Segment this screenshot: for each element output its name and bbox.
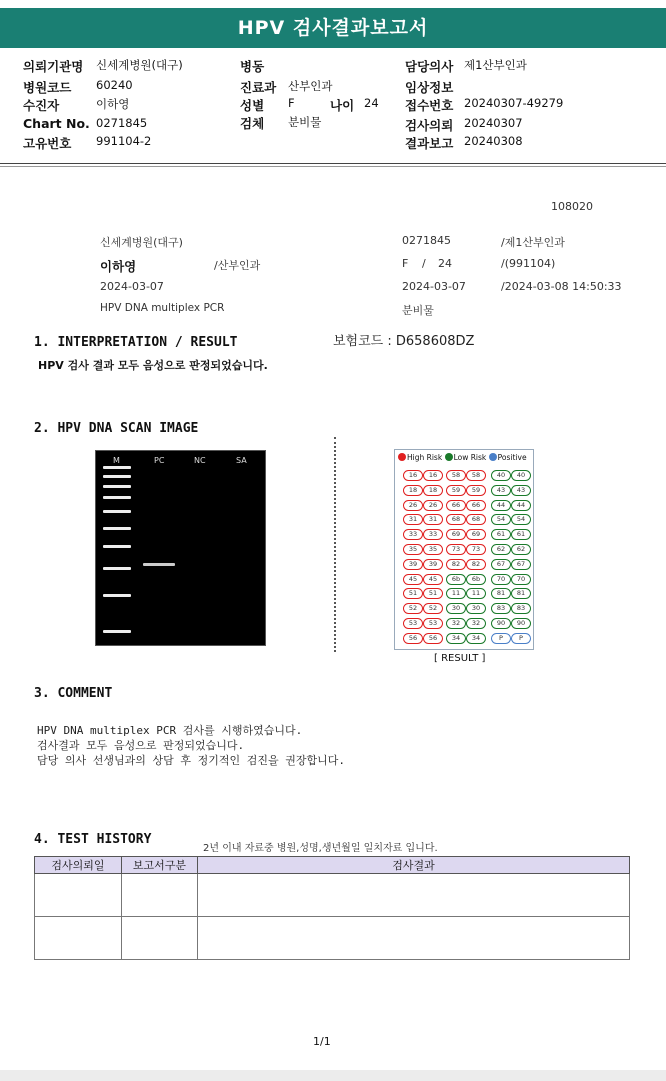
patient-header: 의뢰기관명 신세계병원(대구) 병원코드 60240 수진자 이하영 Chart No. 0271845 고유번호 991104-2 병동 진료과 산부인과 성별 F 나이 24 검체 분비물 담당의사 제1산부인과 임상정보 접수번호 20240307-49279 검사의뢰 20240307 결과보고 20240308 xyxy=(23,58,564,151)
sex: F xyxy=(402,257,409,270)
specimen: 분비물 xyxy=(402,304,434,317)
column-header: 보고서구분 xyxy=(122,857,198,874)
department-code: /제1산부인과 xyxy=(501,236,565,249)
lane-label: PC xyxy=(154,456,165,465)
chip-cell: 61 xyxy=(511,529,531,540)
marker-band xyxy=(103,594,131,597)
chip-cell: 16 xyxy=(423,470,443,481)
chip-cell: 54 xyxy=(491,514,511,525)
chip-cell: 32 xyxy=(446,618,466,629)
history-table xyxy=(34,856,630,960)
section-scan-image-title: 2. HPV DNA SCAN IMAGE xyxy=(34,421,199,436)
separator: / xyxy=(422,257,426,270)
chip-cell: P xyxy=(511,633,531,644)
chip-cell: 40 xyxy=(491,470,511,481)
chip-cell: 34 xyxy=(466,633,486,644)
chip-cell: 33 xyxy=(423,529,443,540)
chip-cell: 54 xyxy=(511,514,531,525)
chip-cell: 44 xyxy=(511,500,531,511)
chip-cell: 58 xyxy=(446,470,466,481)
chip-cell: 39 xyxy=(403,559,423,570)
marker-band xyxy=(103,485,131,488)
marker-band xyxy=(103,496,131,499)
chip-cell: 51 xyxy=(403,588,423,599)
comment-line: 담당 의사 선생님과의 상담 후 정기적인 검진을 권장합니다. xyxy=(37,754,346,767)
chip-cell: 30 xyxy=(466,603,486,614)
chip-cell: 73 xyxy=(466,544,486,555)
chip-cell: 18 xyxy=(423,485,443,496)
chip-cell: 44 xyxy=(491,500,511,511)
birth-date: /(991104) xyxy=(501,257,556,270)
chip-cell: 61 xyxy=(491,529,511,540)
chip-cell: 35 xyxy=(403,544,423,555)
high-risk-dot-icon xyxy=(398,453,406,461)
chip-cell: 45 xyxy=(403,574,423,585)
chip-cell: 32 xyxy=(466,618,486,629)
chip-cell: 26 xyxy=(403,500,423,511)
chip-cell: 31 xyxy=(423,514,443,525)
chip-cell: 69 xyxy=(466,529,486,540)
department: /산부인과 xyxy=(214,259,261,272)
report-time: /2024-03-08 14:50:33 xyxy=(501,280,622,293)
history-header-row xyxy=(35,857,630,874)
chip-cell: 30 xyxy=(446,603,466,614)
chip-cell: 70 xyxy=(511,574,531,585)
chip-cell: 45 xyxy=(423,574,443,585)
chip-cell: 6b xyxy=(446,574,466,585)
chip-cell: 56 xyxy=(403,633,423,644)
section-interpretation-title: 1. INTERPRETATION / RESULT xyxy=(34,335,238,350)
table-row xyxy=(35,874,630,917)
patient-name: 이하영 xyxy=(100,259,137,274)
chip-cell: 53 xyxy=(423,618,443,629)
chip-cell: 90 xyxy=(491,618,511,629)
marker-band xyxy=(103,545,131,548)
chip-cell: 51 xyxy=(423,588,443,599)
hospital-name: 신세계병원(대구) xyxy=(100,236,183,249)
chip-cell: 62 xyxy=(491,544,511,555)
gel-image xyxy=(95,450,266,646)
chip-cell: 39 xyxy=(423,559,443,570)
marker-band xyxy=(103,527,131,530)
chip-cell: 62 xyxy=(511,544,531,555)
table-row xyxy=(35,917,630,960)
age: 24 xyxy=(438,257,452,270)
chip-cell: 59 xyxy=(466,485,486,496)
chip-cell: 34 xyxy=(446,633,466,644)
chip-cell: 43 xyxy=(491,485,511,496)
column-header: 검사결과 xyxy=(198,857,630,874)
dotted-divider xyxy=(334,437,336,652)
marker-band xyxy=(103,510,131,513)
chip-cell: 67 xyxy=(511,559,531,570)
chip-cell: 52 xyxy=(423,603,443,614)
lane-label: SA xyxy=(236,456,247,465)
chip-cell: 90 xyxy=(511,618,531,629)
low-risk-dot-icon xyxy=(445,453,453,461)
chip-cell: 68 xyxy=(446,514,466,525)
page-bottom-margin xyxy=(0,1070,666,1081)
chip-cell: 16 xyxy=(403,470,423,481)
report-code: 108020 xyxy=(551,200,593,213)
chip-cell: 59 xyxy=(446,485,466,496)
chip-cell: 69 xyxy=(446,529,466,540)
chip-cell: 56 xyxy=(423,633,443,644)
header-divider xyxy=(0,166,666,167)
test-name: HPV DNA multiplex PCR xyxy=(100,302,225,314)
chip-cell: 67 xyxy=(491,559,511,570)
section-comment-title: 3. COMMENT xyxy=(34,686,113,701)
chip-legend: High Risk Low Risk Positive xyxy=(398,453,527,462)
chip-cell: 40 xyxy=(511,470,531,481)
chip-cell: 52 xyxy=(403,603,423,614)
chip-cell: 81 xyxy=(491,588,511,599)
comment-line: 검사결과 모두 음성으로 판정되었습니다. xyxy=(37,739,245,752)
chip-cell: 43 xyxy=(511,485,531,496)
chip-cell: 26 xyxy=(423,500,443,511)
comment-line: HPV DNA multiplex PCR 검사를 시행하였습니다. xyxy=(37,724,303,737)
chip-cell: 53 xyxy=(403,618,423,629)
section-history-title: 4. TEST HISTORY xyxy=(34,832,152,847)
chip-cell: 18 xyxy=(403,485,423,496)
chip-cell: 66 xyxy=(466,500,486,511)
column-header: 검사의뢰일 xyxy=(35,857,122,874)
chip-cell: 82 xyxy=(446,559,466,570)
header-divider xyxy=(0,163,666,164)
chip-cell: 58 xyxy=(466,470,486,481)
page-number: 1/1 xyxy=(313,1035,331,1048)
chip-cell: P xyxy=(491,633,511,644)
request-date: 2024-03-07 xyxy=(100,280,164,293)
chip-cell: 73 xyxy=(446,544,466,555)
insurance-code: 보험코드 : D658608DZ xyxy=(333,334,475,349)
marker-band xyxy=(103,475,131,478)
marker-band xyxy=(103,630,131,633)
chip-cell: 11 xyxy=(466,588,486,599)
receipt-date: 2024-03-07 xyxy=(402,280,466,293)
report-title: HPV 검사결과보고서 xyxy=(0,8,666,48)
lane-label: NC xyxy=(194,456,206,465)
chip-cell: 83 xyxy=(511,603,531,614)
chip-cell: 11 xyxy=(446,588,466,599)
result-label: [ RESULT ] xyxy=(434,653,486,664)
chip-cell: 68 xyxy=(466,514,486,525)
chip-cell: 70 xyxy=(491,574,511,585)
chip-cell: 82 xyxy=(466,559,486,570)
chip-cell: 33 xyxy=(403,529,423,540)
marker-band xyxy=(103,466,131,469)
hpv-chip-result xyxy=(394,449,534,650)
chip-cell: 6b xyxy=(466,574,486,585)
interpretation-text: HPV 검사 결과 모두 음성으로 판정되었습니다. xyxy=(38,359,268,372)
pc-band xyxy=(143,563,175,566)
lane-label: M xyxy=(113,456,120,465)
chip-cell: 83 xyxy=(491,603,511,614)
chip-cell: 31 xyxy=(403,514,423,525)
chart-number: 0271845 xyxy=(402,234,451,247)
chip-cell: 35 xyxy=(423,544,443,555)
chip-cell: 81 xyxy=(511,588,531,599)
positive-dot-icon xyxy=(489,453,497,461)
history-note: 2년 이내 자료중 병원,성명,생년월일 일치자료 입니다. xyxy=(203,843,438,854)
chip-cell: 66 xyxy=(446,500,466,511)
marker-band xyxy=(103,567,131,570)
